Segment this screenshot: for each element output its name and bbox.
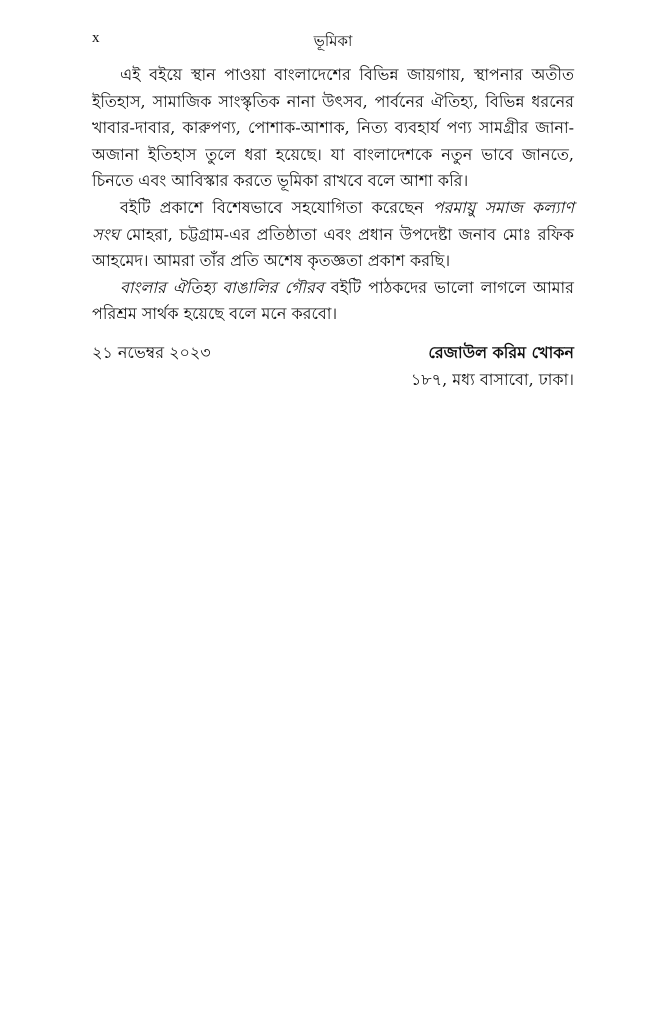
signature-row-2 (92, 367, 574, 394)
paragraph-2-lead: বইটি প্রকাশে বিশেষভাবে সহযোগিতা করেছেন (120, 197, 433, 217)
preface-body (92, 62, 574, 328)
page-header (92, 30, 574, 54)
address: ১৮৭, মধ্য বাসাবো, ঢাকা। (410, 369, 574, 389)
paragraph-3 (92, 275, 574, 328)
date: ২১ নভেম্বর ২০২৩ (92, 343, 211, 362)
book-title: বাংলার ঐতিহ্য বাঙালির গৌরব (120, 277, 324, 297)
signature-block (92, 340, 574, 393)
author-name: রেজাউল করিম খোকন (428, 343, 574, 362)
paragraph-2 (92, 195, 574, 275)
page-number: x (92, 30, 100, 46)
running-title: ভূমিকা (313, 32, 353, 50)
paragraph-2-rest: মোহরা, চট্টগ্রাম-এর প্রতিষ্ঠাতা এবং প্রধান উপদেষ্টা জনাব মোঃ রফিক আহমেদ। আমরা তাঁর প্রতি অশেষ কৃতজ্ঞতা প্রকাশ করছি। (92, 224, 574, 271)
paragraph-1: এই বইয়ে স্থান পাওয়া বাংলাদেশের বিভিন্ন জায়গায়, স্থাপনার অতীত ইতিহাস, সামাজিক সাংস্কৃতিক নানা উৎসব, পার্বনের ঐতিহ্য, বিভিন্ন ধরনের খাবার-দাবার, কারুপণ্য, পোশাক-আশাক, নিত্য ব্যবহার্য পণ্য সামগ্রীর জানা-অজানা ইতিহাস তুলে ধরা হয়েছে। যা বাংলাদেশকে নতুন ভাবে জানতে, চিনতে এবং আবিস্কার করতে ভূমিকা রাখবে বলে আশা করি। (92, 65, 574, 191)
paragraph-3-rest: বইটি পাঠকদের ভালো লাগলে আমার পরিশ্রম সার্থক হয়েছে বলে মনে করবো। (92, 277, 574, 324)
signature-row-1 (92, 340, 574, 367)
organization-name: পরমায়ু সমাজ কল্যাণ সংঘ (92, 197, 574, 244)
